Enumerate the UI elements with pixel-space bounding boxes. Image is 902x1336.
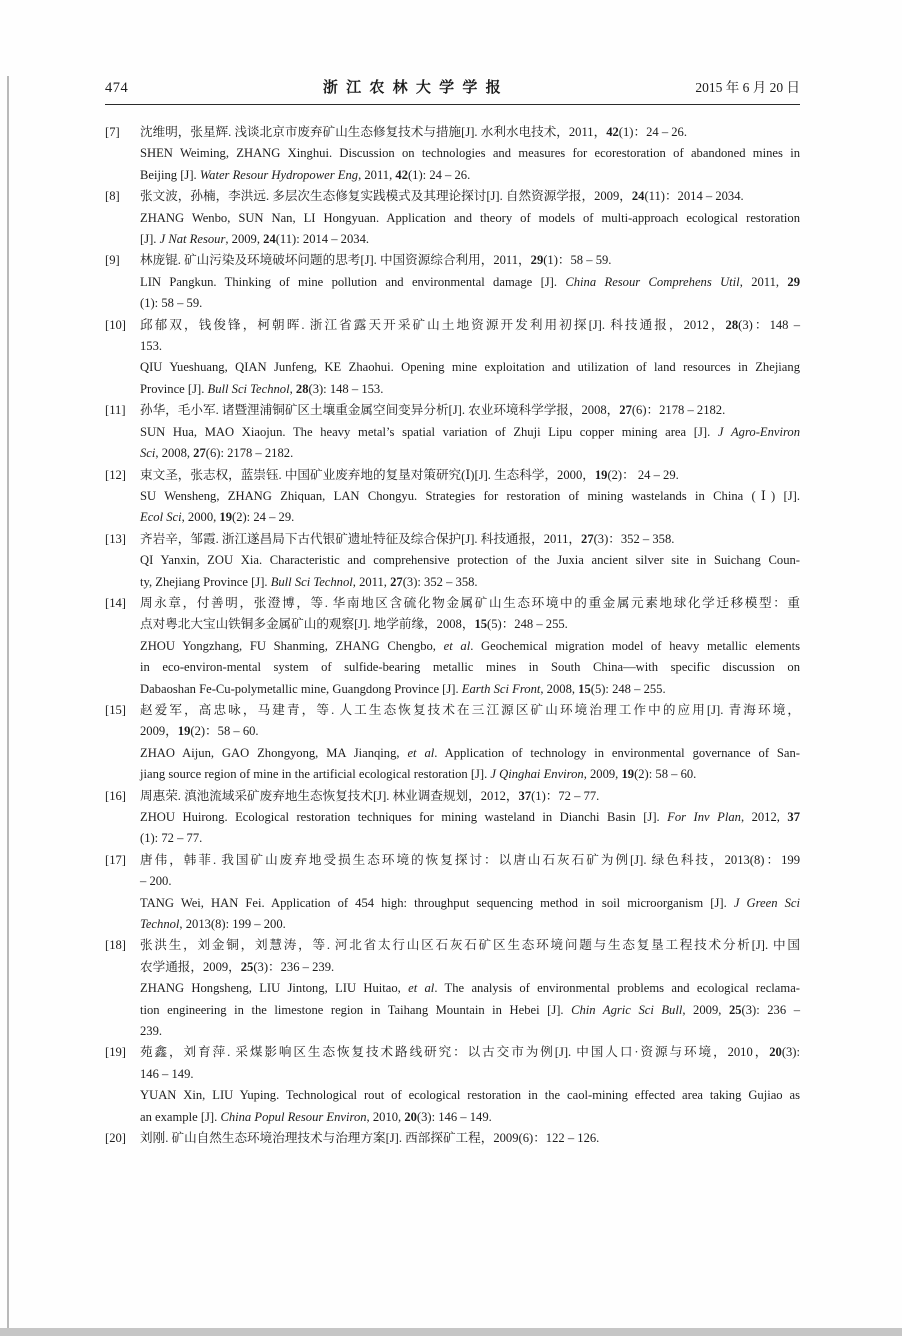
volume-number: 27 <box>390 574 403 589</box>
citation-text: SUN Hua, MAO Xiaojun. The heavy metal’s spatial variation of Zhuji Lipu copper mining area [J]. <box>140 424 718 439</box>
citation-text: (2)：58 – 60. <box>190 724 259 739</box>
citation-line <box>140 1128 800 1149</box>
citation-text: (3): 146 – 149. <box>416 1109 492 1124</box>
citation-text: 刘刚. 矿山自然生态环境治理技术与治理方案[J]. 西部探矿工程，2009(6)：122 – 126. <box>140 1131 600 1146</box>
citation-text: (5): 248 – 255. <box>590 681 666 696</box>
citation-line <box>140 550 800 571</box>
reference-item <box>105 593 800 700</box>
citation-text: 2009， <box>140 724 178 739</box>
references-list <box>105 122 800 1150</box>
citation-line <box>140 914 800 935</box>
citation-text: . The analysis of environmental problems and ecological reclama- <box>434 981 800 996</box>
citation-text: QIU Yueshuang, QIAN Junfeng, KE Zhaohui. Opening mine exploitation and utilization of land resources in Zhejiang <box>140 360 800 375</box>
journal-name-italic: et al <box>407 745 435 760</box>
reference-citation <box>140 250 800 314</box>
reference-item <box>105 186 800 250</box>
citation-text: , 2010, <box>366 1109 405 1124</box>
citation-line <box>140 764 800 785</box>
citation-line <box>140 250 800 271</box>
reference-citation <box>140 850 800 936</box>
citation-text: ZHANG Wenbo, SUN Nan, LI Hongyuan. Application and theory of models of multi-approach ecological restoration <box>140 210 800 225</box>
volume-number: 15 <box>474 617 488 632</box>
citation-text: SU Wensheng, ZHANG Zhiquan, LAN Chongyu. Strategies for restoration of mining wastelands in China (Ⅰ) [J]. <box>140 488 800 503</box>
citation-text: , 2009, <box>225 232 264 247</box>
citation-line <box>140 1000 800 1021</box>
citation-text: SHEN Weiming, ZHANG Xinghui. Discussion on technologies and measures for ecorestoration of abandoned mines in <box>140 146 800 161</box>
volume-number: 27 <box>581 531 594 546</box>
citation-line <box>140 807 800 828</box>
citation-line <box>140 1064 800 1085</box>
reference-number: [20] <box>105 1131 126 1146</box>
citation-line <box>140 679 800 700</box>
citation-text: (3): 148 – 153. <box>308 381 384 396</box>
citation-line <box>140 186 800 207</box>
citation-line <box>140 443 800 464</box>
citation-line <box>140 593 800 614</box>
journal-name-italic: China Popul Resour Environ <box>220 1109 367 1124</box>
citation-text: ty, Zhejiang Province [J]. <box>140 574 271 589</box>
citation-text: Beijing [J]. <box>140 167 200 182</box>
citation-line <box>140 614 800 635</box>
citation-text: 沈维明，张星辉. 浅谈北京市废弃矿山生态修复技术与措施[J]. 水利水电技术，2011， <box>140 125 607 139</box>
citation-text: 周永章，付善明，张澄博，等. 华南地区含硫化物金属矿山生态环境中的重金属元素地球化学迁移模型：重 <box>140 595 800 610</box>
citation-text: (1)：72 – 77. <box>531 788 600 803</box>
reference-item <box>105 315 800 401</box>
citation-text: , 2011, <box>352 574 391 589</box>
volume-number: 27 <box>193 446 206 461</box>
reference-citation <box>140 786 800 850</box>
citation-line <box>140 400 800 421</box>
citation-line <box>140 1085 800 1106</box>
reference-number: [14] <box>105 595 126 610</box>
volume-number: 37 <box>518 788 532 803</box>
citation-text: (1): 24 – 26. <box>407 167 471 182</box>
volume-number: 19 <box>219 510 232 525</box>
citation-text: 点对粤北大宝山铁铜多金属矿山的观察[J]. 地学前缘，2008， <box>140 617 475 632</box>
citation-text: 唐伟，韩菲. 我国矿山废弃地受损生态环境的恢复探讨：以唐山石灰石矿为例[J]. 绿色科技，2013(8)：199 <box>140 852 800 867</box>
citation-text: (3): 352 – 358. <box>402 574 478 589</box>
citation-text: (3)：148 – <box>738 317 800 332</box>
reference-citation <box>140 529 800 593</box>
journal-name-italic: et al <box>443 638 471 653</box>
citation-text: (1)：24 – 26. <box>618 125 688 139</box>
citation-line <box>140 828 800 849</box>
reference-number: [8] <box>105 189 120 204</box>
journal-name-italic: J Agro-Environ <box>717 424 800 439</box>
citation-line <box>140 357 800 378</box>
volume-number: 29 <box>530 253 544 268</box>
scan-edge-left <box>7 76 9 1329</box>
volume-number: 24 <box>631 189 645 204</box>
citation-text: (3): <box>781 1045 800 1060</box>
journal-name-italic: Technol <box>140 917 180 932</box>
citation-text: an example [J]. <box>140 1109 221 1124</box>
citation-line <box>140 486 800 507</box>
journal-name-italic: Earth Sci Front <box>461 681 541 696</box>
reference-number: [11] <box>105 403 126 418</box>
header-rule <box>105 104 800 105</box>
citation-line <box>140 636 800 657</box>
citation-text: (5)：248 – 255. <box>487 617 568 632</box>
citation-line <box>140 1021 800 1042</box>
volume-number: 42 <box>606 125 619 139</box>
citation-text: 张文波，孙楠，李洪远. 多层次生态修复实践模式及其理论探讨[J]. 自然资源学报，2009， <box>140 189 632 204</box>
citation-text: [J]. <box>140 232 160 247</box>
citation-text: (2)： 24 – 29. <box>607 467 679 482</box>
reference-number: [16] <box>105 788 126 803</box>
citation-text: 邱郁双，钱俊锋，柯朝晖. 浙江省露天开采矿山土地资源开发利用初探[J]. 科技通报，2012， <box>140 317 726 332</box>
citation-text: . Geochemical migration model of heavy metallic elements <box>470 638 800 653</box>
reference-item <box>105 786 800 850</box>
citation-text: 239. <box>140 1024 163 1039</box>
citation-line <box>140 165 800 186</box>
reference-citation <box>140 465 800 529</box>
journal-name-italic: For Inv Plan <box>667 810 741 824</box>
citation-text: 齐岩辛，邹霞. 浙江遂昌局下古代银矿遗址特征及综合保护[J]. 科技通报，2011， <box>140 531 582 546</box>
citation-line <box>140 657 800 678</box>
journal-name-italic: Sci <box>140 446 156 461</box>
volume-number: 19 <box>177 724 191 739</box>
volume-number: 20 <box>404 1109 417 1124</box>
citation-text: ZHAO Aijun, GAO Zhongyong, MA Jianqing, <box>140 745 408 760</box>
citation-text: ZHANG Hongsheng, LIU Jintong, LIU Huitao, <box>140 981 409 996</box>
citation-line <box>140 978 800 999</box>
citation-text: 孙华，毛小军. 诸暨浬浦铜矿区土壤重金属空间变异分析[J]. 农业环境科学学报，2008， <box>140 403 620 418</box>
reference-item <box>105 700 800 786</box>
citation-line <box>140 893 800 914</box>
citation-text: – 200. <box>140 874 172 889</box>
volume-number: 15 <box>578 681 591 696</box>
citation-text: (3)：352 – 358. <box>593 531 675 546</box>
citation-text: jiang source region of mine in the artificial ecological restoration [J]. <box>140 767 491 782</box>
citation-text: 146 – 149. <box>140 1066 194 1081</box>
reference-number: [18] <box>105 938 126 953</box>
volume-number: 28 <box>295 381 309 396</box>
citation-text: , 2011, <box>739 274 788 289</box>
reference-citation <box>140 1128 800 1149</box>
citation-text: Dabaoshan Fe-Cu-polymetallic mine, Guangdong Province [J]. <box>140 681 462 696</box>
reference-number: [19] <box>105 1045 126 1060</box>
page-number: 474 <box>105 80 129 96</box>
citation-text: , 2012, <box>740 810 788 824</box>
citation-text: , 2008, <box>155 446 194 461</box>
citation-line <box>140 379 800 400</box>
citation-text: LIN Pangkun. Thinking of mine pollution and environmental damage [J]. <box>140 274 566 289</box>
reference-citation <box>140 400 800 464</box>
reference-item <box>105 1128 800 1149</box>
reference-citation <box>140 122 800 186</box>
reference-item <box>105 1042 800 1128</box>
reference-number: [17] <box>105 852 126 867</box>
journal-name-italic: China Resour Comprehens Util <box>565 274 740 289</box>
citation-line <box>140 229 800 250</box>
journal-name-italic: Water Resour Hydropower Eng <box>199 167 359 182</box>
citation-line <box>140 422 800 443</box>
reference-item <box>105 529 800 593</box>
reference-number: [15] <box>105 702 126 717</box>
reference-item <box>105 465 800 529</box>
citation-line <box>140 529 800 550</box>
citation-text: , <box>289 381 296 396</box>
citation-text: TANG Wei, HAN Fei. Application of 454 high: throughput sequencing method in soil microorganism [J]. <box>140 895 734 910</box>
volume-number: 25 <box>240 959 254 974</box>
citation-text: Province [J]. <box>140 381 208 396</box>
citation-line <box>140 871 800 892</box>
citation-text: , 2013(8): 199 – 200. <box>179 917 286 932</box>
volume-number: 28 <box>725 317 739 332</box>
citation-line <box>140 957 800 978</box>
citation-text: , 2008, <box>540 681 579 696</box>
reference-item <box>105 122 800 186</box>
citation-line <box>140 336 800 357</box>
reference-item <box>105 400 800 464</box>
reference-item <box>105 850 800 936</box>
citation-text: , 2009, <box>583 767 622 782</box>
volume-number: 19 <box>621 767 635 782</box>
citation-text: (2): 58 – 60. <box>634 767 697 782</box>
citation-line <box>140 786 800 807</box>
citation-text: QI Yanxin, ZOU Xia. Characteristic and comprehensive protection of the Juxia ancient silver site in Suichang Coun- <box>140 553 800 568</box>
citation-text: (3): 236 – <box>741 1002 800 1017</box>
citation-text: 张洪生，刘金铜，刘慧涛，等. 河北省太行山区石灰石矿区生态环境问题与生态复垦工程技术分析[J]. 中国 <box>140 938 800 953</box>
citation-text: (2): 24 – 29. <box>232 510 295 525</box>
reference-citation <box>140 315 800 401</box>
journal-name-italic: J Qinghai Environ <box>490 767 584 782</box>
citation-line <box>140 143 800 164</box>
scan-edge-bottom <box>0 1328 902 1336</box>
citation-line <box>140 850 800 871</box>
citation-line <box>140 1107 800 1128</box>
volume-number: 25 <box>728 1002 742 1017</box>
citation-line <box>140 272 800 293</box>
citation-text: . Application of technology in environmental governance of San- <box>434 745 800 760</box>
citation-text: (1): 72 – 77. <box>140 831 203 846</box>
volume-number: 27 <box>619 403 632 418</box>
citation-text: in eco-environ-mental system of sulfide-bearing metallic mines in South China—with specific discussion on <box>140 660 800 675</box>
reference-number: [13] <box>105 531 126 546</box>
reference-number: [7] <box>105 125 120 139</box>
citation-text: ZHOU Yongzhang, FU Shanming, ZHANG Chengbo, <box>140 638 444 653</box>
reference-citation <box>140 593 800 700</box>
citation-line <box>140 293 800 314</box>
citation-text: 周惠荣. 滇池流域采矿废弃地生态恢复技术[J]. 林业调查规划，2012， <box>140 788 519 803</box>
issue-date: 2015 年 6 月 20 日 <box>695 80 800 95</box>
citation-text: , 2009, <box>682 1002 729 1017</box>
citation-text: (3)：236 – 239. <box>253 959 335 974</box>
citation-line <box>140 721 800 742</box>
citation-text: (6)：2178 – 2182. <box>631 403 726 418</box>
citation-text: 赵爱军，高忠咏，马建青，等. 人工生态恢复技术在三江源区矿山环境治理工作中的应用[J]. 青海环境， <box>140 702 800 717</box>
citation-text: (6): 2178 – 2182. <box>205 446 294 461</box>
citation-line <box>140 208 800 229</box>
citation-line <box>140 1042 800 1063</box>
reference-citation <box>140 1042 800 1128</box>
citation-line <box>140 743 800 764</box>
reference-number: [12] <box>105 467 126 482</box>
reference-number: [10] <box>105 317 126 332</box>
journal-name-italic: et al <box>408 981 435 996</box>
citation-line <box>140 465 800 486</box>
citation-line <box>140 315 800 336</box>
citation-text: 林庞锟. 矿山污染及环境破坏问题的思考[J]. 中国资源综合利用，2011， <box>140 253 531 268</box>
reference-item <box>105 935 800 1042</box>
citation-text: 苑鑫，刘育萍. 采煤影响区生态恢复技术路线研究：以古交市为例[J]. 中国人口·资源与环境，2010， <box>140 1045 770 1060</box>
reference-number: [9] <box>105 253 120 268</box>
citation-text: tion engineering in the limestone region in Taihang Mountain in Hebei [J]. <box>140 1002 572 1017</box>
journal-name-italic: Bull Sci Technol <box>270 574 353 589</box>
volume-number: 42 <box>395 167 408 182</box>
reference-citation <box>140 186 800 250</box>
citation-text: (11): 2014 – 2034. <box>275 232 370 247</box>
journal-name-italic: J Nat Resour <box>159 232 226 247</box>
citation-text: YUAN Xin, LIU Yuping. Technological rout of ecological restoration in the caol-mining effected area taking Gujiao as <box>140 1088 800 1103</box>
volume-number: 29 <box>787 274 801 289</box>
reference-citation <box>140 935 800 1042</box>
citation-line <box>140 572 800 593</box>
volume-number: 19 <box>594 467 608 482</box>
reference-citation <box>140 700 800 786</box>
journal-name-italic: J Green Sci <box>733 895 800 910</box>
journal-name-italic: Chin Agric Sci Bull <box>571 1002 683 1017</box>
citation-line <box>140 700 800 721</box>
citation-text: (11)：2014 – 2034. <box>644 189 744 204</box>
volume-number: 20 <box>769 1045 782 1060</box>
page-header <box>105 76 800 97</box>
citation-text: , 2011, <box>358 167 396 182</box>
journal-name-italic: Ecol Sci <box>140 510 182 525</box>
citation-text: (1)：58 – 59. <box>543 253 612 268</box>
journal-name-italic: Bull Sci Technol <box>207 381 290 396</box>
citation-line <box>140 122 800 143</box>
citation-text: (1): 58 – 59. <box>140 296 203 311</box>
journal-title: 浙江农林大学学报 <box>322 80 509 96</box>
reference-item <box>105 250 800 314</box>
citation-text: , 2000, <box>181 510 220 525</box>
volume-number: 37 <box>787 810 801 824</box>
citation-text: ZHOU Huirong. Ecological restoration techniques for mining wasteland in Dianchi Basin [J]. <box>140 810 668 824</box>
volume-number: 24 <box>263 232 276 247</box>
citation-line <box>140 935 800 956</box>
citation-line <box>140 507 800 528</box>
citation-text: 束文圣，张志权，蓝崇钰. 中国矿业废弃地的复垦对策研究(Ⅰ)[J]. 生态科学，2000， <box>140 467 595 482</box>
citation-text: 153. <box>140 339 163 354</box>
citation-text: 农学通报，2009， <box>140 959 241 974</box>
